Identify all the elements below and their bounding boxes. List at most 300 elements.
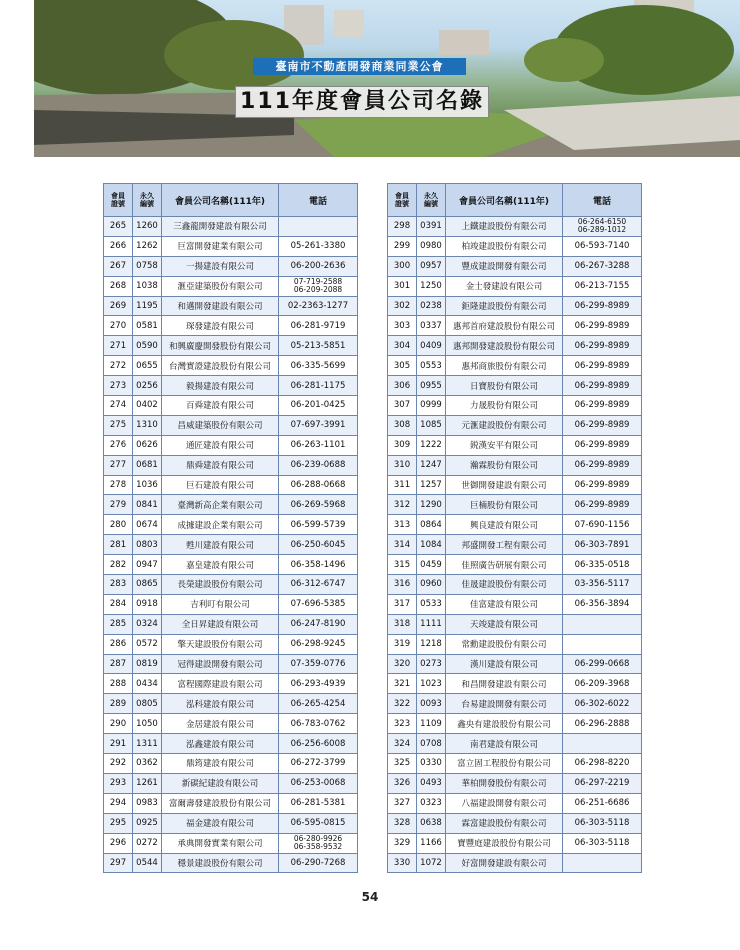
company-name-cell: 富程國際建設有限公司 xyxy=(162,674,279,694)
perm-no-cell: 0918 xyxy=(133,594,162,614)
member-no-cell: 304 xyxy=(388,336,417,356)
company-name-cell: 興良建設有限公司 xyxy=(446,515,563,535)
member-table-right-body xyxy=(388,217,642,873)
member-no-cell: 318 xyxy=(388,614,417,634)
company-name-cell: 全日昇建設有限公司 xyxy=(162,614,279,634)
table-row xyxy=(104,833,358,853)
riverside-scene-image xyxy=(34,0,740,157)
table-row xyxy=(388,594,642,614)
perm-no-cell: 1072 xyxy=(417,853,446,873)
tel-cell: 06-299-8989 xyxy=(563,396,642,416)
company-name-cell: 長榮建設股份有限公司 xyxy=(162,575,279,595)
table-row xyxy=(388,694,642,714)
tel-cell: 06-280-9926 06-358-9532 xyxy=(279,833,358,853)
company-name-cell: 寶豐庭建設股份有限公司 xyxy=(446,833,563,853)
member-no-cell: 310 xyxy=(388,455,417,475)
company-name-cell: 鼎舜建設有限公司 xyxy=(162,455,279,475)
table-row xyxy=(388,714,642,734)
member-no-cell: 280 xyxy=(104,515,133,535)
table-row xyxy=(388,793,642,813)
company-name-cell: 擎天建設股份有限公司 xyxy=(162,634,279,654)
tel-cell: 06-335-5699 xyxy=(279,356,358,376)
member-no-cell: 309 xyxy=(388,435,417,455)
perm-no-cell: 0841 xyxy=(133,495,162,515)
table-row xyxy=(104,217,358,237)
company-name-cell: 常勳建設股份有限公司 xyxy=(446,634,563,654)
tel-cell: 06-297-2219 xyxy=(563,773,642,793)
member-no-cell: 286 xyxy=(104,634,133,654)
tel-cell: 06-247-8190 xyxy=(279,614,358,634)
company-name-cell: 漢川建設有限公司 xyxy=(446,654,563,674)
tel-cell: 06-293-4939 xyxy=(279,674,358,694)
tel-cell: 06-250-6045 xyxy=(279,535,358,555)
company-name-cell: 富立固工程股份有限公司 xyxy=(446,754,563,774)
company-name-cell: 成據建設企業有限公司 xyxy=(162,515,279,535)
table-row xyxy=(104,634,358,654)
member-no-cell: 321 xyxy=(388,674,417,694)
member-no-cell: 320 xyxy=(388,654,417,674)
company-name-cell: 泓科建設有限公司 xyxy=(162,694,279,714)
member-no-cell: 303 xyxy=(388,316,417,336)
perm-no-cell: 0638 xyxy=(417,813,446,833)
company-name-cell: 昌威建築股份有限公司 xyxy=(162,415,279,435)
tel-cell: 06-253-0068 xyxy=(279,773,358,793)
member-no-cell: 274 xyxy=(104,396,133,416)
perm-no-cell: 0581 xyxy=(133,316,162,336)
tel-cell: 06-269-5968 xyxy=(279,495,358,515)
perm-no-cell: 0957 xyxy=(417,256,446,276)
table-row xyxy=(104,336,358,356)
tel-cell: 06-783-0762 xyxy=(279,714,358,734)
table-row xyxy=(104,594,358,614)
perm-no-cell: 1023 xyxy=(417,674,446,694)
column-header-tel: 電話 xyxy=(563,184,642,217)
member-no-cell: 313 xyxy=(388,515,417,535)
perm-no-cell: 0819 xyxy=(133,654,162,674)
company-name-cell: 巨石建設有限公司 xyxy=(162,475,279,495)
perm-no-cell: 0960 xyxy=(417,575,446,595)
company-name-cell: 霖富建設股份有限公司 xyxy=(446,813,563,833)
table-row xyxy=(388,475,642,495)
table-row xyxy=(104,396,358,416)
member-no-cell: 283 xyxy=(104,575,133,595)
tel-cell: 06-281-9719 xyxy=(279,316,358,336)
company-name-cell: 甦川建設有限公司 xyxy=(162,535,279,555)
company-name-cell: 台易建設開發有限公司 xyxy=(446,694,563,714)
perm-no-cell: 0409 xyxy=(417,336,446,356)
tel-cell xyxy=(279,217,358,237)
tel-cell: 06-213-7155 xyxy=(563,276,642,296)
table-row xyxy=(104,475,358,495)
perm-no-cell: 0330 xyxy=(417,754,446,774)
column-header-member-no: 會員 證號 xyxy=(388,184,417,217)
tel-cell: 06-200-2636 xyxy=(279,256,358,276)
table-row xyxy=(388,217,642,237)
member-no-cell: 292 xyxy=(104,754,133,774)
tel-cell: 02-2363-1277 xyxy=(279,296,358,316)
tel-cell: 06-296-2888 xyxy=(563,714,642,734)
tel-cell: 07-359-0776 xyxy=(279,654,358,674)
company-name-cell: 新碳紀建設有限公司 xyxy=(162,773,279,793)
member-no-cell: 275 xyxy=(104,415,133,435)
member-no-cell: 265 xyxy=(104,217,133,237)
tel-cell: 06-267-3288 xyxy=(563,256,642,276)
tel-cell: 06-298-8220 xyxy=(563,754,642,774)
perm-no-cell: 1085 xyxy=(417,415,446,435)
perm-no-cell: 0590 xyxy=(133,336,162,356)
table-row xyxy=(388,376,642,396)
table-row xyxy=(388,853,642,873)
perm-no-cell: 0362 xyxy=(133,754,162,774)
company-name-cell: 華柏開發股份有限公司 xyxy=(446,773,563,793)
table-row xyxy=(104,515,358,535)
table-row xyxy=(388,356,642,376)
table-row xyxy=(388,634,642,654)
tel-cell: 06-290-7268 xyxy=(279,853,358,873)
member-no-cell: 299 xyxy=(388,236,417,256)
tel-cell: 06-299-8989 xyxy=(563,455,642,475)
member-no-cell: 327 xyxy=(388,793,417,813)
company-name-cell: 一揚建設有限公司 xyxy=(162,256,279,276)
perm-no-cell: 0980 xyxy=(417,236,446,256)
company-name-cell: 毅揚建設有限公司 xyxy=(162,376,279,396)
perm-no-cell: 0238 xyxy=(417,296,446,316)
member-no-cell: 295 xyxy=(104,813,133,833)
member-no-cell: 296 xyxy=(104,833,133,853)
table-row xyxy=(388,336,642,356)
member-no-cell: 291 xyxy=(104,734,133,754)
perm-no-cell: 1311 xyxy=(133,734,162,754)
table-row xyxy=(104,316,358,336)
member-no-cell: 300 xyxy=(388,256,417,276)
perm-no-cell: 0272 xyxy=(133,833,162,853)
company-name-cell: 通匠建設有限公司 xyxy=(162,435,279,455)
tel-cell xyxy=(563,614,642,634)
tel-cell: 06-599-5739 xyxy=(279,515,358,535)
member-no-cell: 328 xyxy=(388,813,417,833)
tel-cell: 07-690-1156 xyxy=(563,515,642,535)
member-no-cell: 323 xyxy=(388,714,417,734)
company-name-cell: 佳照廣告研展有限公司 xyxy=(446,555,563,575)
tel-cell: 06-281-5381 xyxy=(279,793,358,813)
perm-no-cell: 0391 xyxy=(417,217,446,237)
company-name-cell: 柏竣建設股份有限公司 xyxy=(446,236,563,256)
company-name-cell: 嘉皇建設有限公司 xyxy=(162,555,279,575)
column-header-member-no: 會員 證號 xyxy=(104,184,133,217)
perm-no-cell: 1260 xyxy=(133,217,162,237)
company-name-cell: 惠邦商旅股份有限公司 xyxy=(446,356,563,376)
member-no-cell: 311 xyxy=(388,475,417,495)
table-row xyxy=(104,535,358,555)
company-name-cell: 金士發建設有限公司 xyxy=(446,276,563,296)
company-name-cell: 日寶股份有限公司 xyxy=(446,376,563,396)
tel-cell xyxy=(563,734,642,754)
tel-cell: 06-256-6008 xyxy=(279,734,358,754)
perm-no-cell: 0459 xyxy=(417,555,446,575)
tel-cell: 06-272-3799 xyxy=(279,754,358,774)
page-title: 111年度會員公司名錄 xyxy=(235,86,489,118)
member-no-cell: 279 xyxy=(104,495,133,515)
member-no-cell: 282 xyxy=(104,555,133,575)
company-name-cell: 鑫央有建設股份有限公司 xyxy=(446,714,563,734)
table-row xyxy=(388,555,642,575)
table-row xyxy=(388,455,642,475)
tel-cell: 06-298-9245 xyxy=(279,634,358,654)
company-name-cell: 琛發建設有限公司 xyxy=(162,316,279,336)
tel-cell: 06-299-8989 xyxy=(563,376,642,396)
tel-cell: 06-265-4254 xyxy=(279,694,358,714)
perm-no-cell: 0803 xyxy=(133,535,162,555)
member-no-cell: 277 xyxy=(104,455,133,475)
table-row xyxy=(388,256,642,276)
tel-cell: 06-299-8989 xyxy=(563,296,642,316)
company-name-cell: 豐成建設開發有限公司 xyxy=(446,256,563,276)
member-no-cell: 312 xyxy=(388,495,417,515)
member-no-cell: 329 xyxy=(388,833,417,853)
table-row xyxy=(388,236,642,256)
tel-cell: 06-299-8989 xyxy=(563,495,642,515)
table-row xyxy=(388,296,642,316)
tel-cell: 06-303-5118 xyxy=(563,833,642,853)
member-no-cell: 306 xyxy=(388,376,417,396)
perm-no-cell: 1262 xyxy=(133,236,162,256)
perm-no-cell: 0983 xyxy=(133,793,162,813)
member-no-cell: 316 xyxy=(388,575,417,595)
perm-no-cell: 1084 xyxy=(417,535,446,555)
tel-cell: 06-251-6686 xyxy=(563,793,642,813)
member-no-cell: 284 xyxy=(104,594,133,614)
table-row xyxy=(104,296,358,316)
column-header-company: 會員公司名稱(111年) xyxy=(162,184,279,217)
perm-no-cell: 1247 xyxy=(417,455,446,475)
column-header-company: 會員公司名稱(111年) xyxy=(446,184,563,217)
member-no-cell: 281 xyxy=(104,535,133,555)
member-no-cell: 294 xyxy=(104,793,133,813)
perm-no-cell: 0323 xyxy=(417,793,446,813)
table-row xyxy=(388,654,642,674)
company-name-cell: 世御開發建設有限公司 xyxy=(446,475,563,495)
tel-cell: 06-239-0688 xyxy=(279,455,358,475)
member-no-cell: 288 xyxy=(104,674,133,694)
table-row xyxy=(104,694,358,714)
perm-no-cell: 0758 xyxy=(133,256,162,276)
company-name-cell: 佳富建設有限公司 xyxy=(446,594,563,614)
member-no-cell: 326 xyxy=(388,773,417,793)
table-row xyxy=(388,833,642,853)
perm-no-cell: 0805 xyxy=(133,694,162,714)
table-row xyxy=(104,754,358,774)
perm-no-cell: 1250 xyxy=(417,276,446,296)
table-row xyxy=(104,376,358,396)
member-no-cell: 319 xyxy=(388,634,417,654)
table-row xyxy=(388,435,642,455)
perm-no-cell: 1310 xyxy=(133,415,162,435)
company-name-cell: 百舜建設有限公司 xyxy=(162,396,279,416)
table-header-row xyxy=(104,184,358,217)
table-row xyxy=(388,396,642,416)
perm-no-cell: 0925 xyxy=(133,813,162,833)
perm-no-cell: 0864 xyxy=(417,515,446,535)
table-row xyxy=(388,316,642,336)
member-no-cell: 298 xyxy=(388,217,417,237)
tel-cell: 06-312-6747 xyxy=(279,575,358,595)
company-name-cell: 和邁開發建設有限公司 xyxy=(162,296,279,316)
table-row xyxy=(104,714,358,734)
tel-cell: 06-595-0815 xyxy=(279,813,358,833)
tel-cell: 06-299-8989 xyxy=(563,435,642,455)
perm-no-cell: 0681 xyxy=(133,455,162,475)
perm-no-cell: 1050 xyxy=(133,714,162,734)
table-header-row xyxy=(388,184,642,217)
company-name-cell: 巨楠股份有限公司 xyxy=(446,495,563,515)
perm-no-cell: 0493 xyxy=(417,773,446,793)
company-name-cell: 鼎筠建設有限公司 xyxy=(162,754,279,774)
tel-cell: 05-213-5851 xyxy=(279,336,358,356)
tel-cell: 06-303-7891 xyxy=(563,535,642,555)
table-row xyxy=(388,276,642,296)
company-name-cell: 巨富開發建業有限公司 xyxy=(162,236,279,256)
company-name-cell: 冠得建設開發有限公司 xyxy=(162,654,279,674)
table-row xyxy=(104,575,358,595)
member-table-right xyxy=(387,183,642,873)
perm-no-cell: 0273 xyxy=(417,654,446,674)
perm-no-cell: 1218 xyxy=(417,634,446,654)
table-row xyxy=(388,754,642,774)
tel-cell: 05-261-3380 xyxy=(279,236,358,256)
tel-cell: 07-697-3991 xyxy=(279,415,358,435)
perm-no-cell: 0553 xyxy=(417,356,446,376)
tel-cell: 07-719-2588 06-209-2088 xyxy=(279,276,358,296)
company-name-cell: 瀚霖股份有限公司 xyxy=(446,455,563,475)
tel-cell: 03-356-5117 xyxy=(563,575,642,595)
table-row xyxy=(388,614,642,634)
tel-cell: 06-299-8989 xyxy=(563,316,642,336)
member-no-cell: 270 xyxy=(104,316,133,336)
perm-no-cell: 0093 xyxy=(417,694,446,714)
column-header-perm-no: 永久 編號 xyxy=(417,184,446,217)
perm-no-cell: 0626 xyxy=(133,435,162,455)
member-no-cell: 325 xyxy=(388,754,417,774)
company-name-cell: 鋭漢安平有限公司 xyxy=(446,435,563,455)
member-no-cell: 268 xyxy=(104,276,133,296)
perm-no-cell: 1166 xyxy=(417,833,446,853)
tel-cell: 06-281-1175 xyxy=(279,376,358,396)
company-name-cell: 天竣建設有限公司 xyxy=(446,614,563,634)
member-no-cell: 289 xyxy=(104,694,133,714)
table-row xyxy=(104,853,358,873)
column-header-perm-no: 永久 編號 xyxy=(133,184,162,217)
perm-no-cell: 1195 xyxy=(133,296,162,316)
perm-no-cell: 1111 xyxy=(417,614,446,634)
association-name: 臺南市不動產開發商業同業公會 xyxy=(253,58,466,75)
company-name-cell: 邦盛開發工程有限公司 xyxy=(446,535,563,555)
perm-no-cell: 1038 xyxy=(133,276,162,296)
tel-cell: 07-696-5385 xyxy=(279,594,358,614)
tel-cell: 06-303-5118 xyxy=(563,813,642,833)
perm-no-cell: 0865 xyxy=(133,575,162,595)
member-no-cell: 278 xyxy=(104,475,133,495)
company-name-cell: 上鐵建設股份有限公司 xyxy=(446,217,563,237)
member-no-cell: 322 xyxy=(388,694,417,714)
member-no-cell: 301 xyxy=(388,276,417,296)
company-name-cell: 吉利叮有限公司 xyxy=(162,594,279,614)
tel-cell: 06-299-0668 xyxy=(563,654,642,674)
member-no-cell: 287 xyxy=(104,654,133,674)
tel-cell: 06-264-6150 06-289-1012 xyxy=(563,217,642,237)
table-row xyxy=(104,813,358,833)
perm-no-cell: 0674 xyxy=(133,515,162,535)
member-no-cell: 266 xyxy=(104,236,133,256)
company-name-cell: 佳晟建設股份有限公司 xyxy=(446,575,563,595)
perm-no-cell: 0655 xyxy=(133,356,162,376)
company-name-cell: 惠邦開發建設股份有限公司 xyxy=(446,336,563,356)
company-name-cell: 和興廣慶開發股份有限公司 xyxy=(162,336,279,356)
table-row xyxy=(388,495,642,515)
table-row xyxy=(104,495,358,515)
tel-cell xyxy=(563,634,642,654)
header-photo-banner xyxy=(34,0,740,157)
table-row xyxy=(104,674,358,694)
member-no-cell: 272 xyxy=(104,356,133,376)
company-name-cell: 八福建設開發有限公司 xyxy=(446,793,563,813)
perm-no-cell: 0544 xyxy=(133,853,162,873)
table-row xyxy=(104,654,358,674)
company-name-cell: 好富開發建設有限公司 xyxy=(446,853,563,873)
tel-cell: 06-302-6022 xyxy=(563,694,642,714)
table-row xyxy=(104,773,358,793)
member-no-cell: 267 xyxy=(104,256,133,276)
member-no-cell: 302 xyxy=(388,296,417,316)
tel-cell: 06-288-0668 xyxy=(279,475,358,495)
table-row xyxy=(104,256,358,276)
table-row xyxy=(104,734,358,754)
member-no-cell: 330 xyxy=(388,853,417,873)
table-row xyxy=(104,455,358,475)
member-no-cell: 305 xyxy=(388,356,417,376)
perm-no-cell: 0434 xyxy=(133,674,162,694)
company-name-cell: 承典開發實業有限公司 xyxy=(162,833,279,853)
company-name-cell: 滙亞建築股份有限公司 xyxy=(162,276,279,296)
tel-cell: 06-209-3968 xyxy=(563,674,642,694)
company-name-cell: 臺灣新高企業有限公司 xyxy=(162,495,279,515)
company-name-cell: 金居建設有限公司 xyxy=(162,714,279,734)
member-no-cell: 324 xyxy=(388,734,417,754)
column-header-tel: 電話 xyxy=(279,184,358,217)
company-name-cell: 和昌開發建設有限公司 xyxy=(446,674,563,694)
table-row xyxy=(104,614,358,634)
table-row xyxy=(104,435,358,455)
perm-no-cell: 0533 xyxy=(417,594,446,614)
perm-no-cell: 1290 xyxy=(417,495,446,515)
tel-cell: 06-299-8989 xyxy=(563,356,642,376)
tel-cell xyxy=(563,853,642,873)
perm-no-cell: 1109 xyxy=(417,714,446,734)
perm-no-cell: 1261 xyxy=(133,773,162,793)
perm-no-cell: 0256 xyxy=(133,376,162,396)
company-name-cell: 鉅隆建設股份有限公司 xyxy=(446,296,563,316)
tel-cell: 06-299-8989 xyxy=(563,415,642,435)
table-row xyxy=(388,734,642,754)
member-no-cell: 271 xyxy=(104,336,133,356)
tel-cell: 06-335-0518 xyxy=(563,555,642,575)
table-row xyxy=(104,276,358,296)
company-name-cell: 泓鑫建設有限公司 xyxy=(162,734,279,754)
perm-no-cell: 0947 xyxy=(133,555,162,575)
table-row xyxy=(388,674,642,694)
perm-no-cell: 1257 xyxy=(417,475,446,495)
tel-cell: 06-299-8989 xyxy=(563,336,642,356)
member-no-cell: 307 xyxy=(388,396,417,416)
